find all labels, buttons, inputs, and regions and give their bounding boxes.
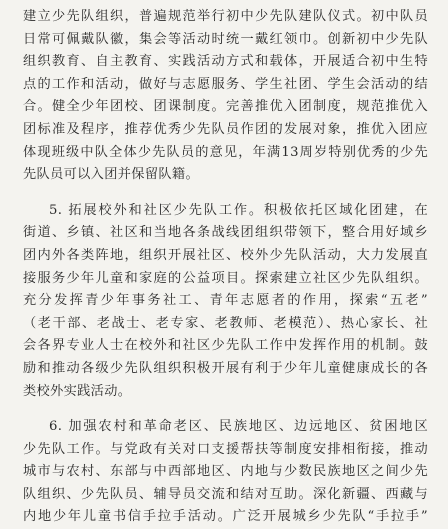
text-line: 组织教育、自主教育、实践活动方式和载体，开展适合初中生特 — [23, 54, 428, 70]
text-line: 点的工作和活动，做好与志愿服务、学生社团、学生会活动的结 — [23, 76, 428, 92]
text-line: 体现班级中队全体少先队员的意见，年满13周岁特别优秀的少先 — [23, 144, 428, 160]
text-line: 会各界专业人士在校外和社区少先队工作中发挥作用的机制。鼓 — [23, 338, 428, 354]
paragraph-item-6 — [23, 416, 428, 529]
text-line: 城市与农村、东部与中西部地区、内地与少数民族地区之间少先 — [23, 464, 428, 480]
text-line: 队组织、少先队员、辅导员交流和结对互助。深化新疆、西藏与 — [23, 486, 428, 502]
text-line: （老干部、老战士、老专家、老教师、老模范）、热心家长、社 — [23, 315, 428, 331]
text-line: 少先队工作。与党政有关对口支援帮扶等制度安排相衔接，推动 — [23, 441, 428, 457]
text-line: 团内外各类阵地，组织开展社区、校外少先队活动，大力发展直 — [23, 247, 428, 263]
paragraph-item-5 — [23, 200, 428, 403]
text-line: 团标准及程序，推荐优秀少先队员作团的发展对象，推优入团应 — [23, 121, 428, 137]
text-line: 合。健全少年团校、团课制度。完善推优入团制度，规范推优入 — [23, 99, 428, 115]
text-line: 日常可佩戴队徽，集会等活动时统一戴红领巾。创新初中少先队 — [23, 31, 428, 47]
text-line: 内地少年儿童书信手拉手活动。广泛开展城乡少先队“手拉手” — [23, 509, 428, 525]
paragraph-gap — [23, 187, 428, 200]
text-line: 先队员可以入团并保留队籍。 — [23, 167, 199, 183]
text-line: 6. 加强农村和革命老区、民族地区、边远地区、贫困地区 — [49, 419, 428, 435]
paragraph-continuation — [23, 6, 428, 187]
text-line: 街道、乡镇、社区和当地各条战线团组织带领下，整合用好域乡 — [23, 225, 428, 241]
text-line: 励和推动各级少先队组织积极开展有利于少年儿童健康成长的各 — [23, 360, 428, 376]
paragraph-gap — [23, 403, 428, 416]
text-line: 建立少先队组织，普遍规范举行初中少先队建队仪式。初中队员 — [23, 9, 428, 24]
text-line: 5. 拓展校外和社区少先队工作。积极依托区域化团建，在 — [49, 202, 428, 218]
text-line: 类校外实践活动。 — [23, 383, 132, 399]
text-line: 充分发挥青少年事务社工、青年志愿者的作用，探索“五老” — [23, 293, 428, 309]
text-line: 接服务少年儿童和家庭的公益项目。探索建立社区少先队组织。 — [23, 270, 428, 286]
